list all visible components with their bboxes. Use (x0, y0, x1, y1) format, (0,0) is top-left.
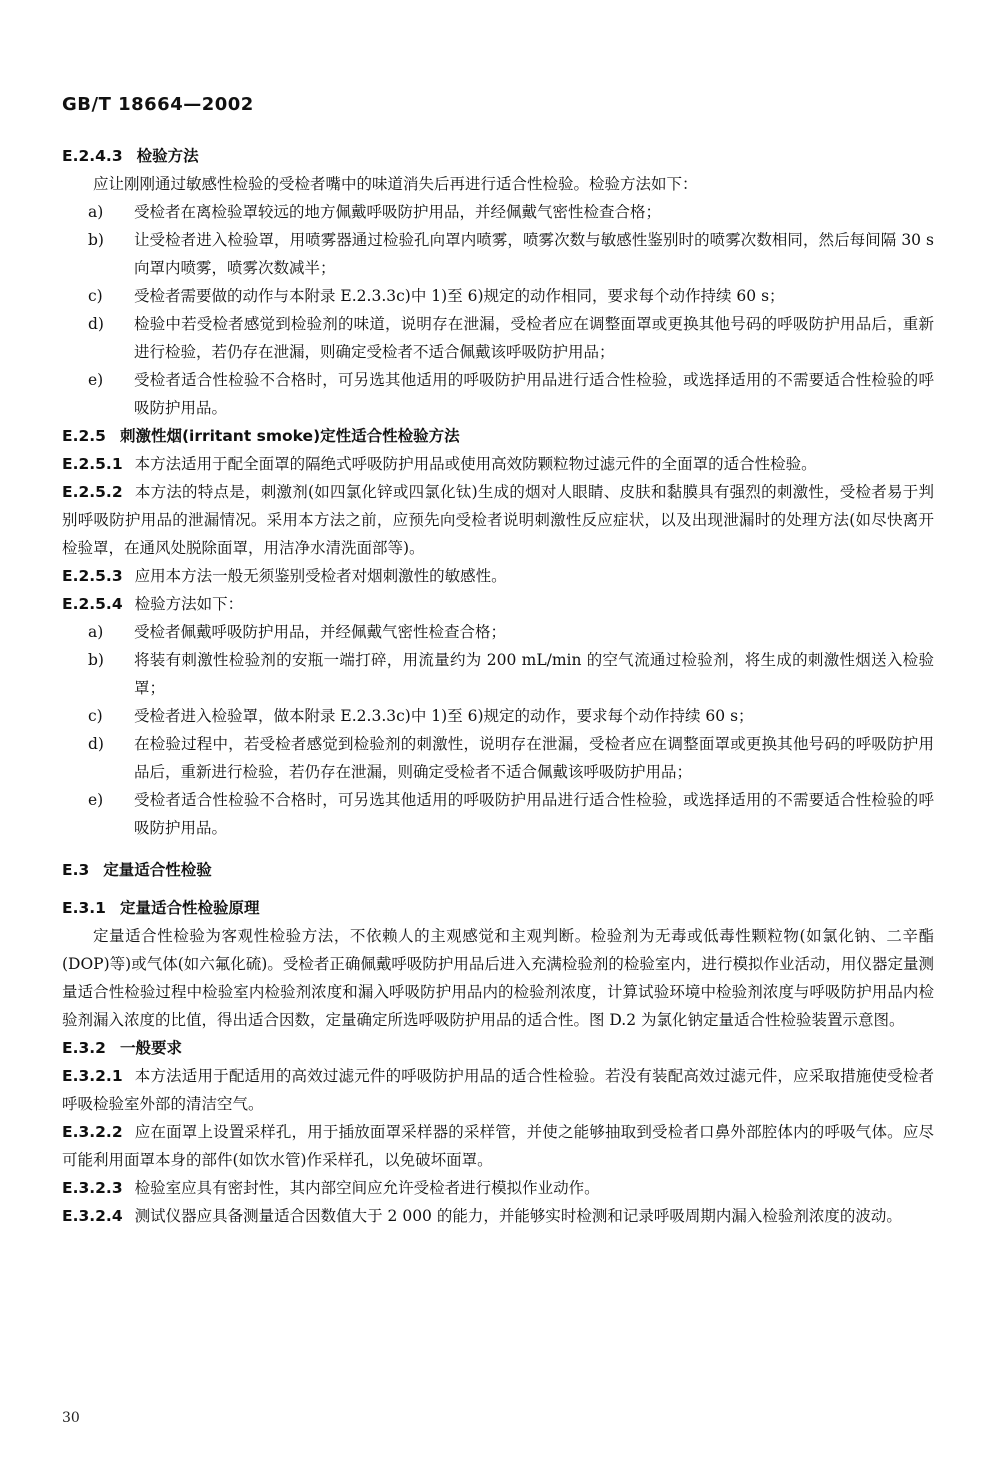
clause-number: E.2.5.2 (62, 483, 123, 501)
clause-number: E.2.5.4 (62, 595, 123, 613)
spacer (62, 842, 934, 856)
section-number: E.3 (62, 861, 90, 879)
section-title: 一般要求 (119, 1039, 182, 1057)
list-marker: d) (88, 315, 104, 333)
clause-text: 检验室应具有密封性，其内部空间应允许受检者进行模拟作业动作。 (134, 1179, 600, 1197)
clause-number: E.3.2.4 (62, 1207, 123, 1225)
list-item (62, 646, 934, 702)
ordered-list-e254 (62, 618, 934, 842)
numbered-paragraph (62, 1062, 934, 1118)
clause-text: 应用本方法一般无须鉴别受检者对烟刺激性的敏感性。 (134, 567, 507, 585)
list-item-text: 将装有刺激性检验剂的安瓶一端打碎，用流量约为 200 mL/min 的空气流通过检验剂，将生成的刺激性烟送入检验罩； (134, 651, 934, 697)
list-item (62, 618, 934, 646)
section-heading-e243 (62, 142, 934, 170)
section-heading-e32 (62, 1034, 934, 1062)
section-number: E.2.5 (62, 427, 106, 445)
page-number: 30 (62, 1410, 80, 1426)
section-title: 检验方法 (136, 147, 199, 165)
numbered-paragraph (62, 590, 934, 618)
section-heading-e3 (62, 856, 934, 884)
list-item (62, 226, 934, 282)
clause-number: E.2.5.1 (62, 455, 123, 473)
standard-number-header: GB/T 18664—2002 (62, 94, 254, 115)
document-body (62, 142, 934, 1230)
section-title: 刺激性烟(irritant smoke)定性适合性检验方法 (119, 427, 460, 445)
paragraph: 定量适合性检验为客观性检验方法，不依赖人的主观感觉和主观判断。检验剂为无毒或低毒性颗粒物(如氯化钠、二辛酯(DOP)等)或气体(如六氟化硫)。受检者正确佩戴呼吸防护用品后进入充满检验剂的检验室内，进行模拟作业活动，用仪器定量测量适合性检验过程中检验室内检验剂浓度和漏入呼吸防护用品内的检验剂浓度，计算试验环境中检验剂浓度与呼吸防护用品内检验剂漏入浓度的比值，得出适合因数，定量确定所选呼吸防护用品的适合性。图 D.2 为氯化钠定量适合性检验装置示意图。 (62, 927, 934, 1029)
paragraph: 应让刚刚通过敏感性检验的受检者嘴中的味道消失后再进行适合性检验。检验方法如下： (93, 175, 698, 193)
numbered-paragraph (62, 1118, 934, 1174)
list-marker: b) (88, 231, 104, 249)
list-item-text: 在检验过程中，若受检者感觉到检验剂的刺激性，说明存在泄漏，受检者应在调整面罩或更换其他号码的呼吸防护用品后，重新进行检验，若仍存在泄漏，则确定受检者不适合佩戴该呼吸防护用品； (134, 735, 934, 781)
list-marker: e) (88, 791, 104, 809)
spacer (62, 884, 934, 894)
clause-text: 本方法的特点是，刺激剂(如四氯化锌或四氯化钛)生成的烟对人眼睛、皮肤和黏膜具有强烈的刺激性，受检者易于判别呼吸防护用品的泄漏情况。采用本方法之前，应预先向受检者说明刺激性反应症状，以及出现泄漏时的处理方法(如尽快离开检验罩，在通风处脱除面罩，用洁净水清洗面部等)。 (62, 483, 934, 557)
clause-number: E.3.2.2 (62, 1123, 123, 1141)
list-item (62, 702, 934, 730)
section-heading-e31 (62, 894, 934, 922)
clause-text: 检验方法如下： (134, 595, 244, 613)
list-item (62, 282, 934, 310)
clause-text: 本方法适用于配全面罩的隔绝式呼吸防护用品或使用高效防颗粒物过滤元件的全面罩的适合性检验。 (134, 455, 817, 473)
clause-text: 应在面罩上设置采样孔，用于插放面罩采样器的采样管，并使之能够抽取到受检者口鼻外部腔体内的呼吸气体。应尽可能利用面罩本身的部件(如饮水管)作采样孔，以免破坏面罩。 (62, 1123, 934, 1169)
section-heading-e25 (62, 422, 934, 450)
list-item (62, 198, 934, 226)
numbered-paragraph (62, 450, 934, 478)
list-item (62, 786, 934, 842)
numbered-paragraph (62, 1174, 934, 1202)
list-item-text: 受检者适合性检验不合格时，可另选其他适用的呼吸防护用品进行适合性检验，或选择适用的不需要适合性检验的呼吸防护用品。 (134, 791, 934, 837)
section-number: E.3.1 (62, 899, 106, 917)
clause-text: 本方法适用于配适用的高效过滤元件的呼吸防护用品的适合性检验。若没有装配高效过滤元件，应采取措施使受检者呼吸检验室外部的清洁空气。 (62, 1067, 934, 1113)
list-item-text: 让受检者进入检验罩，用喷雾器通过检验孔向罩内喷雾，喷雾次数与敏感性鉴别时的喷雾次数相同，然后每间隔 30 s 向罩内喷雾，喷雾次数减半； (134, 231, 934, 277)
clause-text: 测试仪器应具备测量适合因数值大于 2 000 的能力，并能够实时检测和记录呼吸周期内漏入检验剂浓度的波动。 (134, 1207, 902, 1225)
list-item (62, 366, 934, 422)
clause-number: E.3.2.1 (62, 1067, 123, 1085)
ordered-list-e243 (62, 198, 934, 422)
list-marker: d) (88, 735, 104, 753)
section-title: 定量适合性检验原理 (119, 899, 260, 917)
section-number: E.2.4.3 (62, 147, 123, 165)
section-title: 定量适合性检验 (103, 861, 212, 879)
list-item-text: 受检者进入检验罩，做本附录 E.2.3.3c)中 1)至 6)规定的动作，要求每个动作持续 60 s； (134, 707, 754, 725)
list-marker: e) (88, 371, 104, 389)
list-marker: a) (88, 203, 104, 221)
list-item-text: 受检者需要做的动作与本附录 E.2.3.3c)中 1)至 6)规定的动作相同，要求每个动作持续 60 s； (134, 287, 785, 305)
list-item-text: 受检者适合性检验不合格时，可另选其他适用的呼吸防护用品进行适合性检验，或选择适用的不需要适合性检验的呼吸防护用品。 (134, 371, 934, 417)
list-marker: b) (88, 651, 104, 669)
list-marker: a) (88, 623, 104, 641)
list-item-text: 检验中若受检者感觉到检验剂的味道，说明存在泄漏，受检者应在调整面罩或更换其他号码的呼吸防护用品后，重新进行检验，若仍存在泄漏，则确定受检者不适合佩戴该呼吸防护用品； (134, 315, 934, 361)
list-marker: c) (88, 707, 103, 725)
numbered-paragraph (62, 562, 934, 590)
list-item-text: 受检者佩戴呼吸防护用品，并经佩戴气密性检查合格； (134, 623, 507, 641)
section-number: E.3.2 (62, 1039, 106, 1057)
clause-number: E.3.2.3 (62, 1179, 123, 1197)
clause-number: E.2.5.3 (62, 567, 123, 585)
list-item (62, 730, 934, 786)
numbered-paragraph (62, 478, 934, 562)
list-item (62, 310, 934, 366)
list-item-text: 受检者在离检验罩较远的地方佩戴呼吸防护用品，并经佩戴气密性检查合格； (134, 203, 662, 221)
numbered-paragraph (62, 1202, 934, 1230)
list-marker: c) (88, 287, 103, 305)
